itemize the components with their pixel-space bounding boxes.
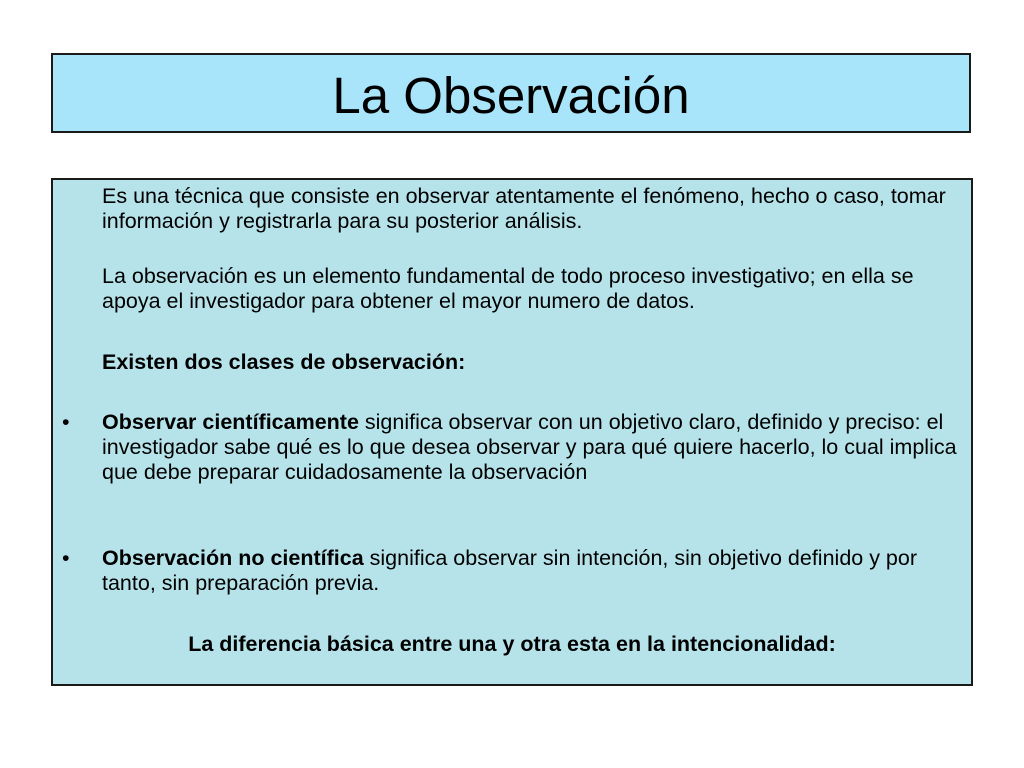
classes-heading: Existen dos clases de observación:	[102, 350, 466, 374]
definition-paragraph: Es una técnica que consiste en observar atentamente el fenómeno, hecho o caso, tomar información y registrarla para su posterior análisis.	[102, 184, 946, 233]
bullet-term: Observación no científica	[102, 546, 364, 570]
bullet-term: Observar científicamente	[102, 410, 359, 434]
bullet-icon: •	[62, 546, 70, 570]
content-box	[51, 178, 973, 686]
bullet-description: significa observar sin intención, sin objetivo definido y por tanto, sin preparación previa.	[102, 546, 918, 595]
conclusion-text: La diferencia básica entre una y otra esta en la intencionalidad:	[188, 632, 836, 656]
title-box	[51, 53, 971, 133]
bullet-icon: •	[62, 410, 70, 434]
slide-title: La Observación	[332, 66, 690, 124]
bullet-description: significa observar con un objetivo claro, definido y preciso: el investigador sabe qué es lo que desea observar y para qué quiere hacerlo, lo cual implica que debe preparar cuidadosamente la observación	[102, 410, 957, 484]
bullet-text	[102, 410, 962, 485]
bullet-text	[102, 546, 962, 596]
fundamental-paragraph: La observación es un elemento fundamental de todo proceso investigativo; en ella se apoya el investigador para obtener el mayor numero de datos.	[102, 264, 914, 313]
